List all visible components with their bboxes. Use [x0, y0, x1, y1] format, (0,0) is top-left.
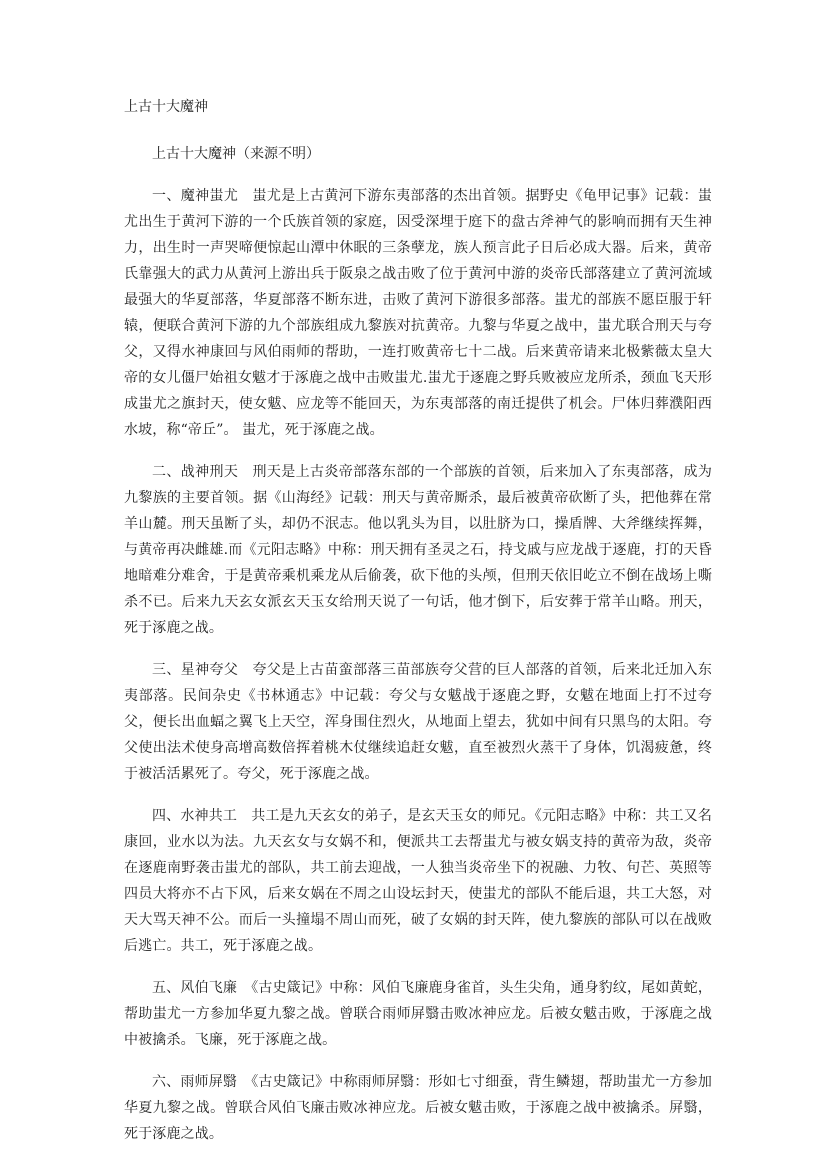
section-xingtian: 二、战神刑天 刑天是上古炎帝部落东部的一个部族的首领，后来加入了东夷部落，成为九黎族的主要首领。据《山海经》记载：刑天与黄帝厮杀，最后被黄帝砍断了头，把他葬在常羊山麓。刑天虽断了头，却仍不泯志。他以乳头为目，以肚脐为口，操盾牌、大斧继续挥舞，与黄帝再决雌雄.而《元阳志略》中称：刑天拥有圣灵之石，持戈戚与应龙战于逐鹿，打的天昏地暗难分难舍，于是黄帝乘机乘龙从后偷袭，砍下他的头颅，但刑天依旧屹立不倒在战场上嘶杀不已。后来九天玄女派玄天玉女给刑天说了一句话，他才倒下，后安葬于常羊山略。刑天，死于涿鹿之战。	[124, 464, 712, 636]
section-gonggong: 四、水神共工 共工是九天玄女的弟子，是玄天玉女的师兄。《元阳志略》中称：共工又名康回，业水以为法。九天玄女与女娲不和，便派共工去帮蚩尤与被女娲支持的黄帝为敌，炎帝在逐鹿南野袭击蚩尤的部队，共工前去迎战，一人独当炎帝坐下的祝融、力牧、句芒、英照等四员大将亦不占下风，后来女娲在不周之山设坛封天，使蚩尤的部队不能后退，共工大怒，对天大骂天神不公。而后一头撞塌不周山而死，破了女娲的封天阵，使九黎族的部队可以在战败后逃亡。共工，死于涿鹿之战。	[124, 808, 712, 954]
section-feilian: 五、风伯飞廉 《古史箴记》中称：风伯飞廉鹿身雀首，头生尖角，通身豹纹，尾如黄蛇，帮助蚩尤一方参加华夏九黎之战。曾联合雨师屏翳击败冰神应龙。后被女魃击败，于涿鹿之战中被擒杀。飞廉，死于涿鹿之战。	[124, 980, 712, 1048]
section-pingyi: 六、雨师屏翳 《古史箴记》中称雨师屏翳：形如七寸细蚕，背生鳞翅，帮助蚩尤一方参加华夏九黎之战。曾联合风伯飞廉击败冰神应龙。后被女魃击败，于涿鹿之战中被擒杀。屏翳，死于涿鹿之战。	[124, 1074, 712, 1142]
section-kuafu: 三、星神夸父 夸父是上古苗蛮部落三苗部族夸父营的巨人部落的首领，后来北迁加入东夷部落。民间杂史《书林通志》中记载：夸父与女魃战于逐鹿之野，女魃在地面上打不过夸父，便长出血蝠之翼飞上天空，浑身围住烈火，从地面上望去，犹如中间有只黑鸟的太阳。夸父使出法术使身高增高数倍挥着桃木仗继续追赶女魃，直至被烈火蒸干了身体，饥渴疲惫，终于被活活累死了。夸父，死于涿鹿之战。	[124, 662, 712, 782]
section-chiyou: 一、魔神蚩尤 蚩尤是上古黄河下游东夷部落的杰出首领。据野史《龟甲记事》记载：蚩尤出生于黄河下游的一个氏族首领的家庭，因受深埋于庭下的盘古斧神气的影响而拥有天生神力，出生时一声哭啼便惊起山潭中休眠的三条孽龙，族人预言此子日后必成大器。后来，黄帝氏靠强大的武力从黄河上游出兵于阪泉之战击败了位于黄河中游的炎帝氏部落建立了黄河流域最强大的华夏部落，华夏部落不断东进，击败了黄河下游很多部落。蚩尤的部族不愿臣服于轩辕，便联合黄河下游的九个部族组成九黎族对抗黄帝。九黎与华夏之战中，蚩尤联合刑天与夸父，又得水神康回与风伯雨师的帮助，一连打败黄帝七十二战。后来黄帝请来北极紫薇太皇大帝的女儿僵尸始祖女魃才于涿鹿之战中击败蚩尤.蚩尤于逐鹿之野兵败被应龙所杀，颈血飞天形成蚩尤之旗封天，使女魃、应龙等不能回天，为东夷部落的南迁提供了机会。尸体归葬濮阳西水坡，称“帝丘”。 蚩尤，死于涿鹿之战。	[124, 188, 712, 438]
document-title: 上古十大魔神	[124, 99, 208, 115]
document-page	[124, 97, 712, 1163]
document-subtitle: 上古十大魔神（来源不明）	[152, 146, 320, 162]
